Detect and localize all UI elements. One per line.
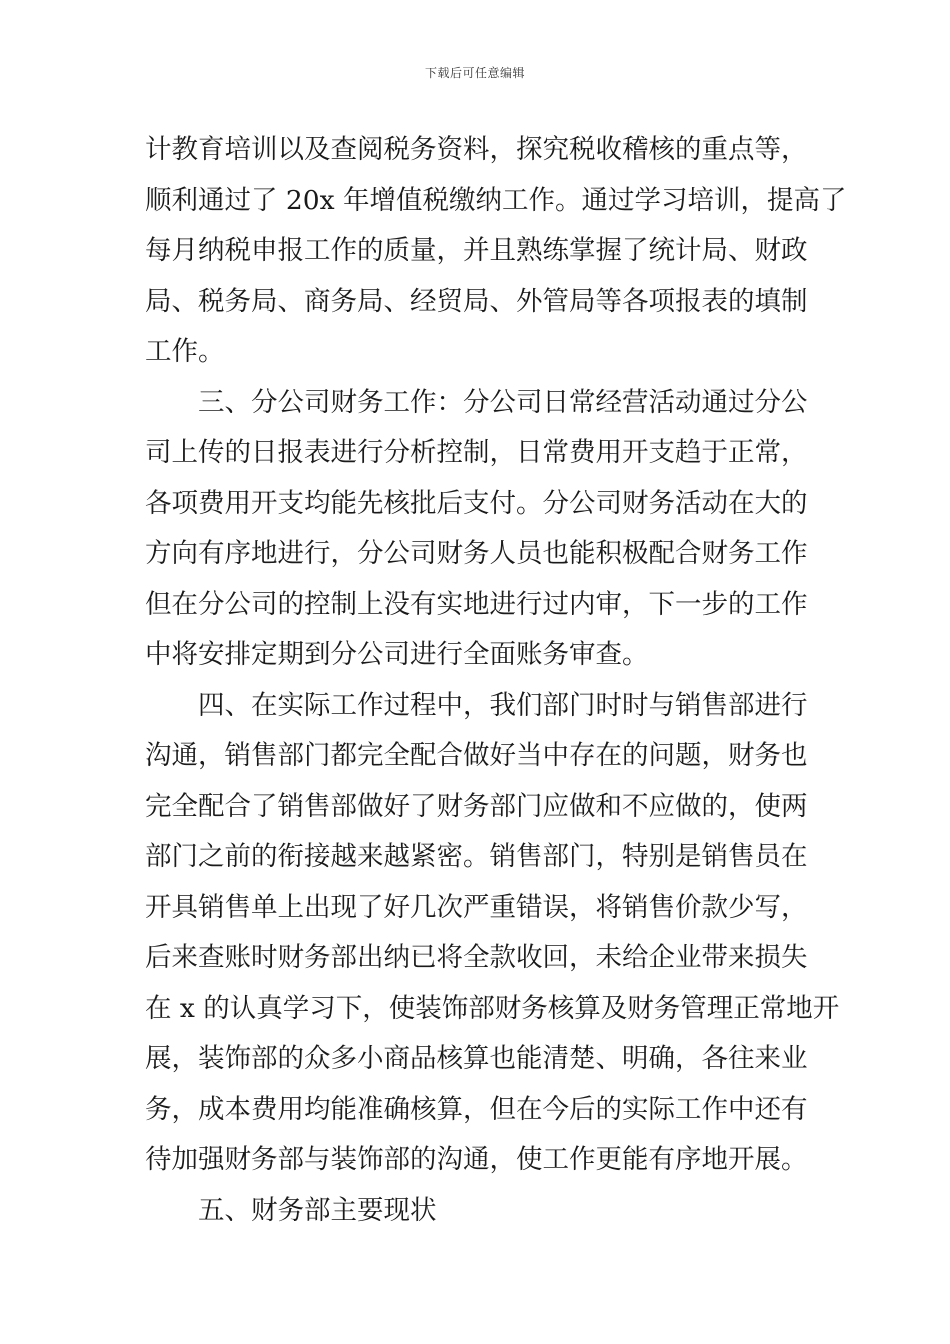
text-line: 四、在实际工作过程中，我们部门时时与销售部进行 <box>145 689 808 721</box>
text-line: 各项费用开支均能先核批后支付。分公司财务活动在大的 <box>145 487 808 519</box>
paragraph-2 <box>145 378 810 681</box>
header-note: 下载后可任意编辑 <box>424 66 525 80</box>
text-line: 但在分公司的控制上没有实地进行过内审，下一步的工作 <box>145 588 808 620</box>
text-line: 开具销售单上出现了好几次严重错误，将销售价款少写， <box>145 891 808 923</box>
paragraph-3 <box>145 681 840 1186</box>
text-line: 方向有序地进行，分公司财务人员也能积极配合财务工作 <box>145 538 808 569</box>
text-line: 中将安排定期到分公司进行全面账务审查。 <box>145 639 649 670</box>
paragraph-4 <box>145 1186 810 1237</box>
body-text <box>145 125 847 1236</box>
text-line: 每月纳税申报工作的质量，并且熟练掌握了统计局、财政 <box>145 235 808 266</box>
text-line: 五、财务部主要现状 <box>145 1194 437 1226</box>
text-line: 在 x 的认真学习下，使装饰部财务核算及财务管理正常地开 <box>145 992 840 1024</box>
text-line: 务，成本费用均能准确核算，但在今后的实际工作中还有 <box>145 1093 808 1125</box>
text-line: 展，装饰部的众多小商品核算也能清楚、明确，各往来业 <box>145 1043 808 1074</box>
text-line: 沟通，销售部门都完全配合做好当中存在的问题，财务也 <box>145 740 808 771</box>
text-line: 计教育培训以及查阅税务资料，探究税收稽核的重点等， <box>145 134 808 165</box>
text-line: 工作。 <box>145 336 225 367</box>
paragraph-1 <box>145 125 847 378</box>
text-line: 三、分公司财务工作：分公司日常经营活动通过分公 <box>145 386 808 418</box>
text-line: 顺利通过了 20x 年增值税缴纳工作。通过学习培训，提高了 <box>145 184 847 216</box>
text-line: 后来查账时财务部出纳已将全款收回，未给企业带来损失 <box>145 942 808 973</box>
text-line: 局、税务局、商务局、经贸局、外管局等各项报表的填制 <box>145 285 808 317</box>
text-line: 司上传的日报表进行分析控制，日常费用开支趋于正常， <box>145 437 808 468</box>
text-line: 待加强财务部与装饰部的沟通，使工作更能有序地开展。 <box>145 1144 808 1175</box>
text-line: 部门之前的衔接越来越紧密。销售部门，特别是销售员在 <box>145 841 808 872</box>
text-line: 完全配合了销售部做好了财务部门应做和不应做的，使两 <box>145 790 808 822</box>
